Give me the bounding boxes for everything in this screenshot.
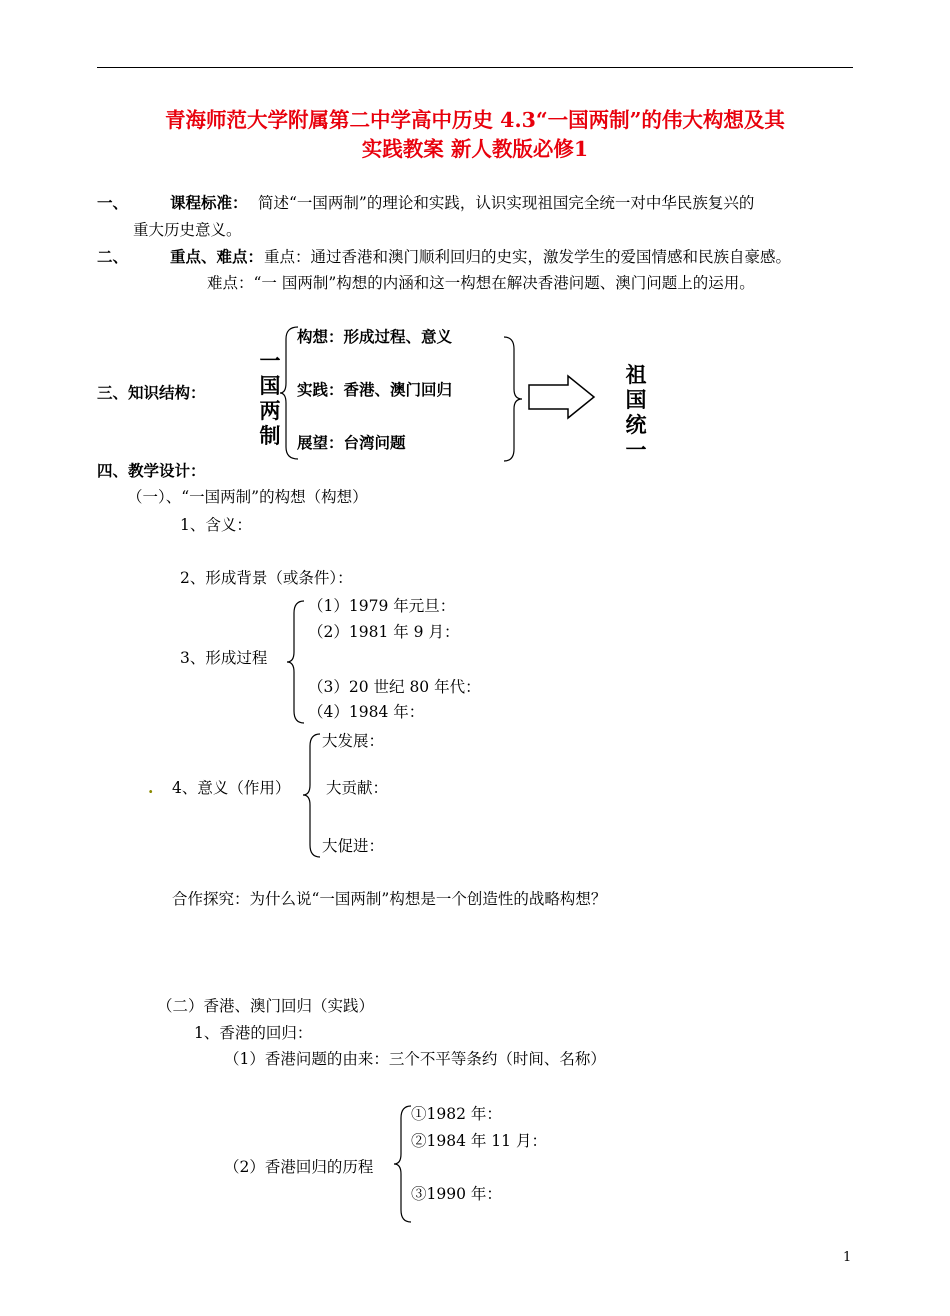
process-item-1980s: （3）20 世纪 80 年代：	[308, 678, 481, 696]
structure-item-outlook: 展望：台湾问题	[297, 433, 406, 452]
hongkong-process-label: （2）香港回归的历程	[224, 1158, 374, 1176]
process-item-1979: （1）1979 年元旦：	[308, 597, 456, 615]
hongkong-1984: ②1984 年 11 月：	[411, 1132, 547, 1150]
part2-heading: （二）香港、澳门回归（实践）	[157, 997, 375, 1015]
part1-meaning: 1、含义：	[180, 516, 252, 534]
significance-contribution: 大贡献：	[326, 779, 389, 797]
part1-process-label: 3、形成过程	[180, 649, 268, 667]
hongkong-process-brace	[393, 1105, 413, 1223]
doc-title-line2: 实践教案 新人教版必修1	[361, 137, 589, 161]
vertical-label-reunification: 祖 国 统 一	[625, 362, 647, 462]
doc-title-line1: 青海师范大学附属第二中学高中历史 4.3“一国两制”的伟大构想及其	[165, 108, 785, 132]
page-number: 1	[843, 1250, 852, 1265]
hongkong-1982: ①1982 年：	[411, 1105, 502, 1123]
hongkong-origin: （1）香港问题的由来：三个不平等条约（时间、名称）	[224, 1050, 606, 1068]
section1-number: 一、	[97, 193, 129, 212]
section2-label: 重点、难点：	[170, 247, 264, 266]
structure-item-practice: 实践：香港、澳门回归	[297, 380, 453, 399]
significance-brace	[302, 733, 322, 859]
significance-promotion: 大促进：	[322, 837, 385, 855]
section3-label: 三、知识结构：	[97, 383, 206, 402]
section1-text-cont: 重大历史意义。	[133, 221, 242, 239]
arrow-right-icon	[528, 375, 596, 419]
section1-label: 课程标准：	[170, 193, 248, 212]
section2-keypoint: 重点：通过香港和澳门顺利回归的史实，激发学生的爱国情感和民族自豪感。	[264, 248, 792, 266]
header-rule	[97, 67, 853, 68]
section4-label: 四、教学设计：	[97, 461, 206, 480]
section2-difficulty: 难点：“一 国两制”构想的内涵和这一构想在解决香港问题、澳门问题上的运用。	[207, 274, 755, 292]
structure-item-concept: 构想：形成过程、意义	[297, 327, 453, 346]
part2-hongkong-return: 1、香港的回归：	[194, 1024, 313, 1042]
cooperative-inquiry: 合作探究：为什么说“一国两制”构想是一个创造性的战略构想？	[172, 890, 607, 908]
section2-number: 二、	[97, 247, 129, 266]
part1-background: 2、形成背景（或条件）：	[180, 569, 353, 587]
part1-significance-label: 4、意义（作用）	[172, 779, 291, 797]
structure-right-brace	[502, 336, 524, 462]
vertical-label-one-country-two-systems: 一 国 两 制	[259, 348, 281, 448]
part1-heading: （一）、“一国两制”的构想（构想）	[127, 488, 368, 506]
stray-dot: .	[148, 778, 154, 797]
process-item-1981: （2）1981 年 9 月：	[308, 623, 460, 641]
process-item-1984: （4）1984 年：	[308, 703, 425, 721]
significance-development: 大发展：	[322, 732, 385, 750]
process-brace	[286, 600, 306, 724]
hongkong-1990: ③1990 年：	[411, 1185, 502, 1203]
section1-text: 简述“一国两制”的理论和实践，认识实现祖国完全统一对中华民族复兴的	[258, 194, 755, 212]
